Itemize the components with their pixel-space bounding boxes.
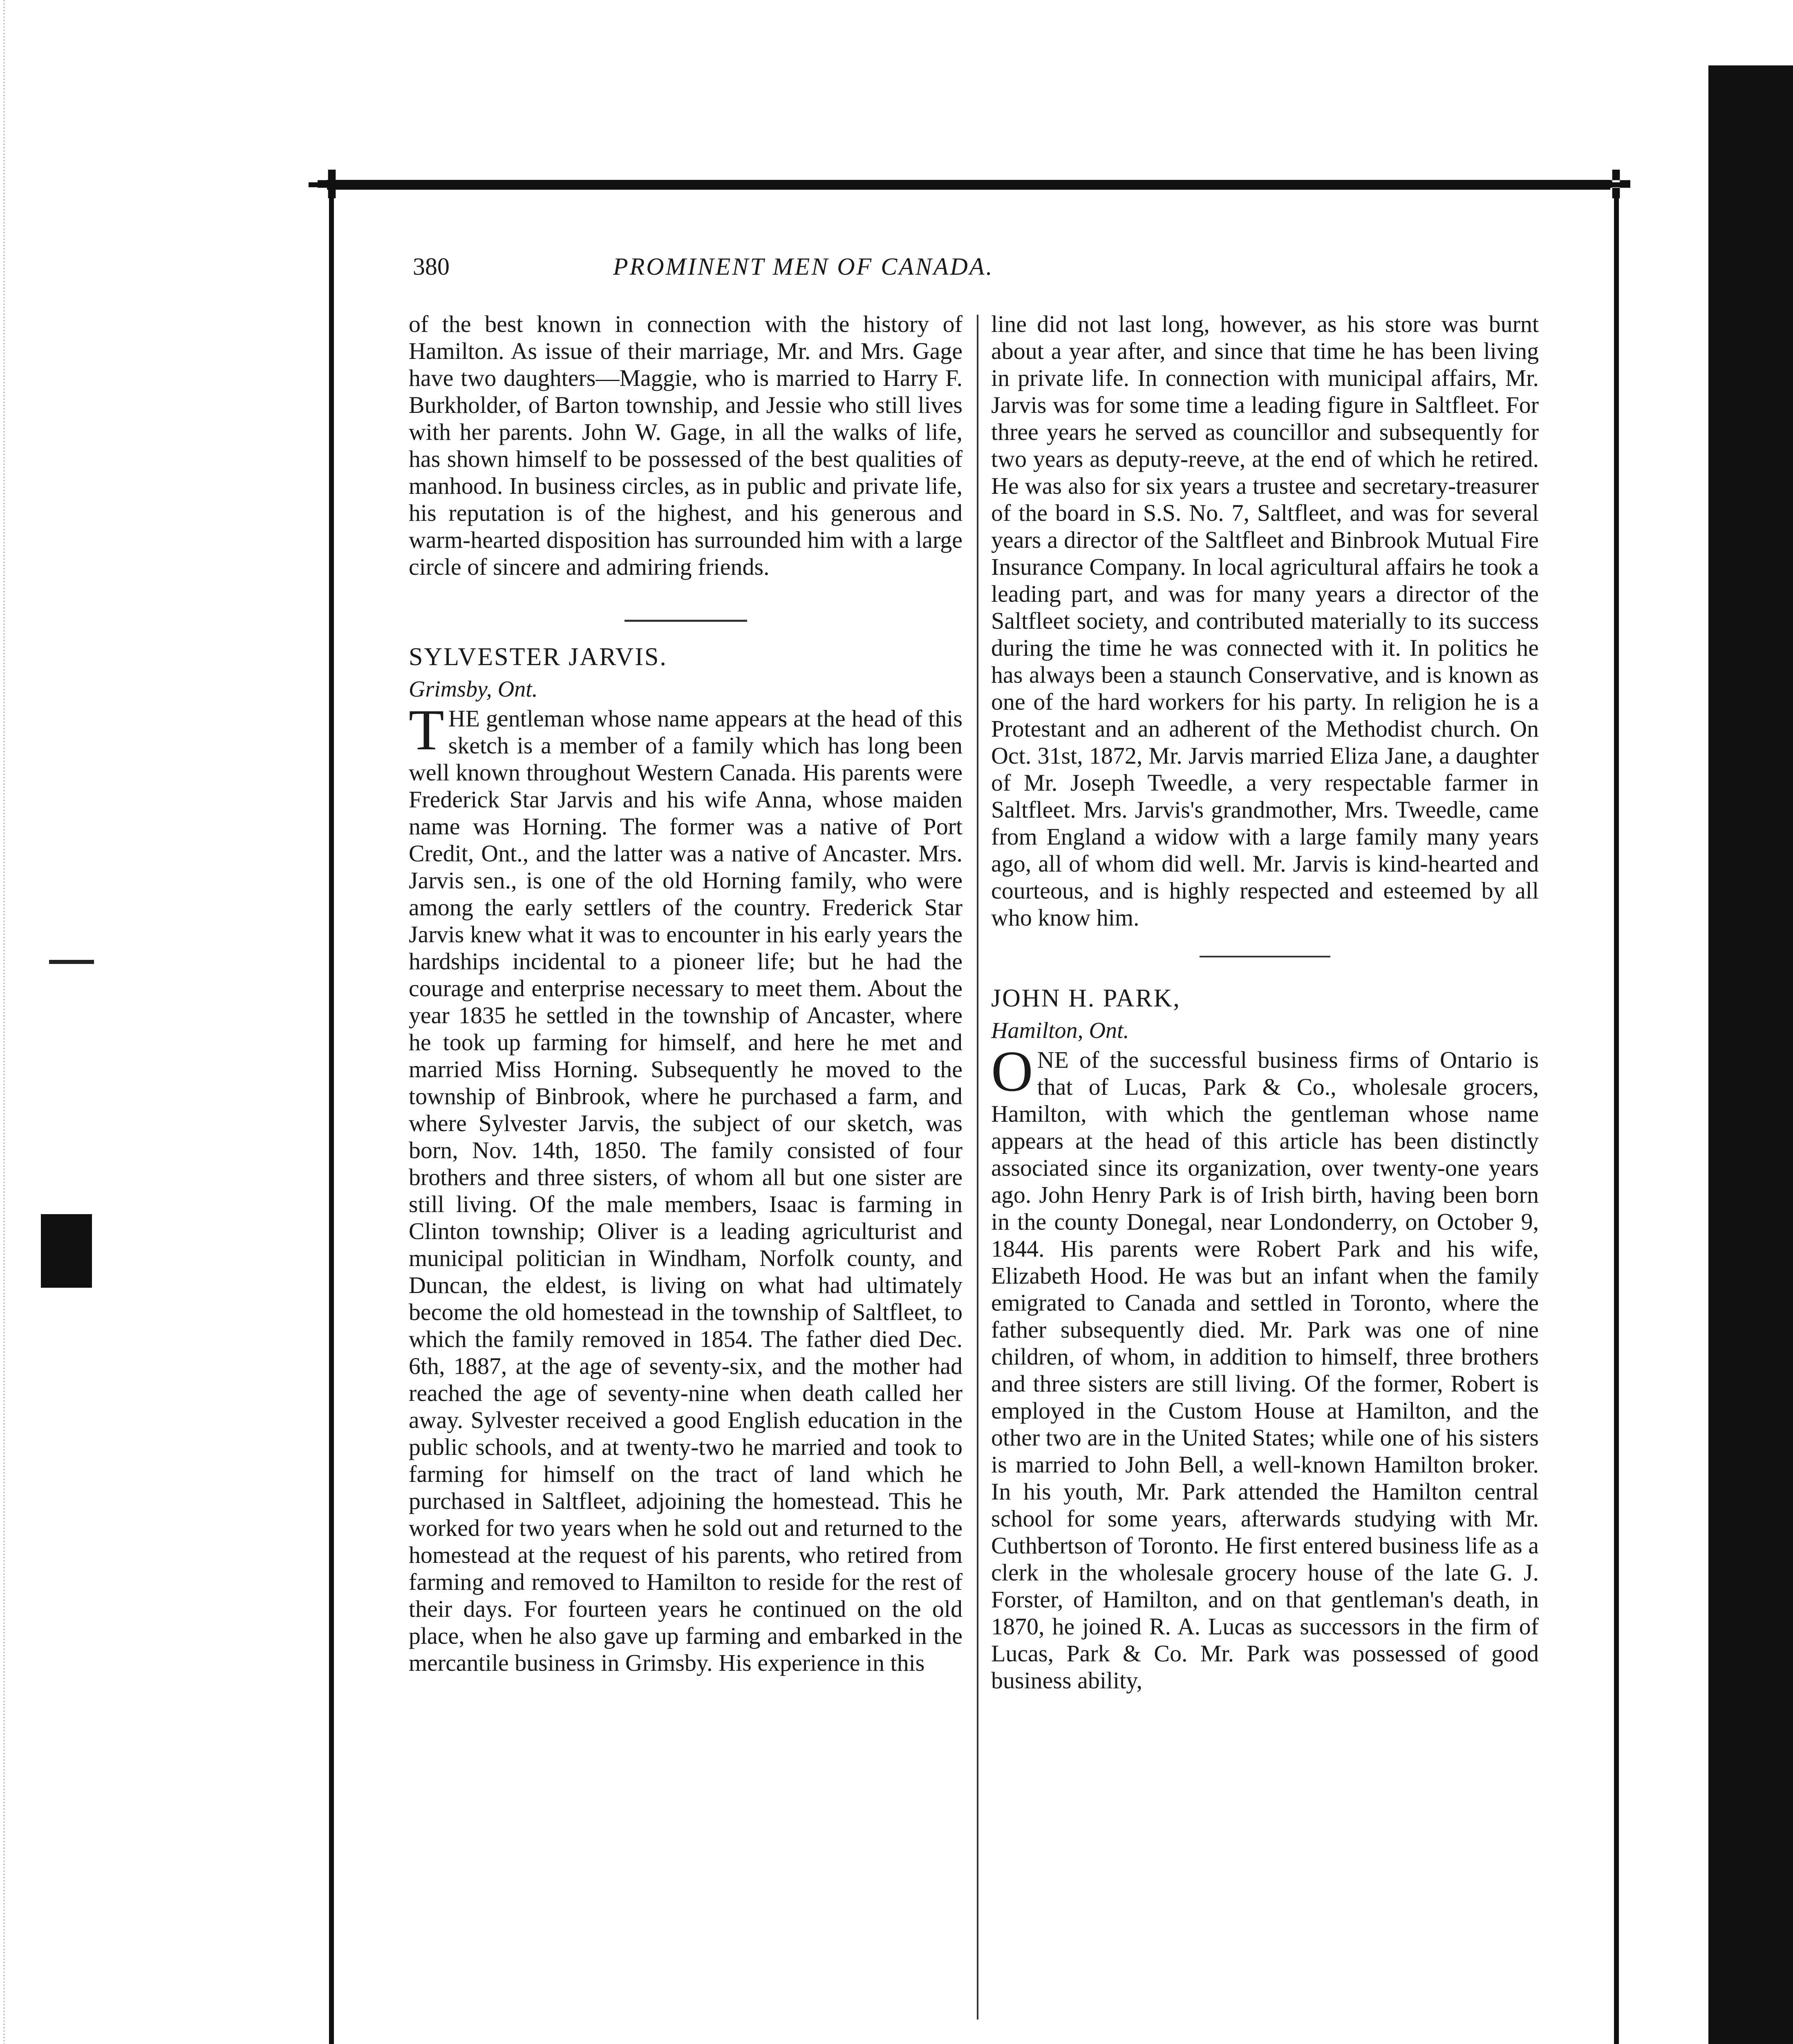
frame-left-rule bbox=[329, 192, 334, 2044]
dropcap-sylvester: T bbox=[409, 697, 444, 762]
gage-continuation: of the best known in connection with the history of Hamilton. As issue of their marriage, Mr. and Mrs. Gage have two daughters—Maggie, who is married to Harry F. Burkholder, of Barton township, and Jessie who still lives with her parents. John W. Gage, in all the walks of life, has shown himself to be possessed of the best qualities of manhood. In business circles, as in public and private life, his reputation is of the highest, and his generous and warm-hearted disposition has surrounded him with a large circle of sincere and admiring friends. bbox=[409, 311, 963, 580]
scan-dark-edge bbox=[1708, 65, 1793, 2044]
scan-thumb-tab bbox=[41, 1214, 92, 1288]
scan-margin-mark bbox=[49, 960, 94, 964]
right-column bbox=[991, 311, 1539, 1694]
bio-body-sylvester bbox=[409, 697, 963, 1676]
column-divider bbox=[977, 315, 978, 2019]
bio-heading-sylvester: SYLVESTER JARVIS. bbox=[409, 643, 667, 671]
bio-place-park: Hamilton, Ont. bbox=[991, 1018, 1129, 1043]
frame-top-rule bbox=[327, 180, 1610, 190]
frame-right-rule bbox=[1614, 192, 1619, 2044]
bio-continued-sylvester: line did not last long, however, as his store was burnt about a year after, and since that time he has been living in private life. In connection with municipal affairs, Mr. Jarvis was for some time a leading figure in Saltfleet. For three years he served as councillor and subsequently for two years as deputy-reeve, at the end of which he retired. He was also for six years a trustee and secretary-treasurer of the board in S.S. No. 7, Saltfleet, and was for several years a director of the Saltfleet and Binbrook Mutual Fire Insurance Company. In local agricultural affairs he took a leading part, and was for many years a director of the Saltfleet society, and contributed materially to its success during the time he was connected with it. In politics he has always been a staunch Conservative, and is known as one of the hard workers for his party. In religion he is a Protestant and an adherent of the Methodist church. On Oct. 31st, 1872, Mr. Jarvis married Eliza Jane, a daughter of Mr. Joseph Tweedle, a very respectable farmer in Saltfleet. Mrs. Jarvis's grandmother, Mrs. Tweedle, came from England a widow with a large family many years ago, all of whom did well. Mr. Jarvis is kind-hearted and courteous, and is highly respected and esteemed by all who know him. bbox=[991, 311, 1539, 931]
corner-ornament-icon: ✜ bbox=[1599, 162, 1633, 208]
bio-heading-park: JOHN H. PARK, bbox=[991, 984, 1181, 1012]
dropcap-park: O bbox=[991, 1039, 1033, 1103]
section-separator bbox=[1200, 956, 1330, 957]
corner-ornament-icon: ✜ bbox=[315, 162, 349, 208]
bio-text-park: NE of the successful business firms of Ontario is that of Lucas, Park & Co., wholesale grocers, Hamilton, with which the gentleman whose name appears at the head of this article has been distinctly associated since its organization, over twenty-one years ago. John Henry Park is of Irish birth, having been born in the county Donegal, near Londonderry, on October 9, 1844. His parents were Robert Park and his wife, Elizabeth Hood. He was but an infant when the family emigrated to Canada and settled in Toronto, where the father subsequently died. Mr. Park was one of nine children, of whom, in addition to himself, three brothers and three sisters are still living. Of the former, Robert is employed in the Custom House at Hamilton, and the other two are in the United States; while one of his sisters is married to John Bell, a well-known Hamilton broker. In his youth, Mr. Park attended the Hamilton central school for some years, afterwards studying with Mr. Cuthbertson of Toronto. He first entered business life as a clerk in the wholesale grocery house of the late G. J. Forster, of Hamilton, and on that gentleman's death, in 1870, he joined R. A. Lucas as successors in the firm of Lucas, Park & Co. Mr. Park was possessed of good business ability, bbox=[991, 1047, 1539, 1694]
bio-body-park bbox=[991, 1039, 1539, 1694]
bio-place-sylvester: Grimsby, Ont. bbox=[409, 677, 538, 702]
scan-edge-marks bbox=[3, 0, 11, 2044]
left-column bbox=[409, 311, 963, 1676]
running-head: PROMINENT MEN OF CANADA. bbox=[613, 253, 994, 280]
bio-text-sylvester: HE gentleman whose name appears at the head of this sketch is a member of a family which has long been well known throughout Western Canada. His parents were Frederick Star Jarvis and his wife Anna, whose maiden name was Horning. The former was a native of Port Credit, Ont., and the latter was a native of Ancaster. Mrs. Jarvis sen., is one of the old Horning family, who were among the early settlers of the country. Frederick Star Jarvis knew what it was to encounter in his early years the hardships incidental to a pioneer life; but he had the courage and enterprise necessary to meet them. About the year 1835 he settled in the township of Ancaster, where he took up farming for himself, and here he met and married Miss Horning. Subsequently he moved to the township of Binbrook, where he purchased a farm, and where Sylvester Jarvis, the subject of our sketch, was born, Nov. 14th, 1850. The family consisted of four brothers and three sisters, of whom all but one sister are still living. Of the male members, Isaac is farming in Clinton township; Oliver is a leading agriculturist and municipal politician in Windham, Norfolk county, and Duncan, the eldest, is living on what had ultimately become the old homestead in the township of Saltfleet, to which the family removed in 1854. The father died Dec. 6th, 1887, at the age of seventy-six, and the mother had reached the age of seventy-nine when death called her away. Sylvester received a good English education in the public schools, and at twenty-two he married and took to farming for himself on the tract of land which he purchased in Saltfleet, adjoining the homestead. This he worked for two years when he sold out and returned to the homestead at the request of his parents, who retired from farming and removed to Hamilton to reside for the rest of their days. For fourteen years he continued on the old place, when he also gave up farming and embarked in the mercantile business in Grimsby. His experience in this bbox=[409, 705, 963, 1676]
page-number: 380 bbox=[413, 253, 450, 280]
section-separator bbox=[625, 620, 747, 622]
